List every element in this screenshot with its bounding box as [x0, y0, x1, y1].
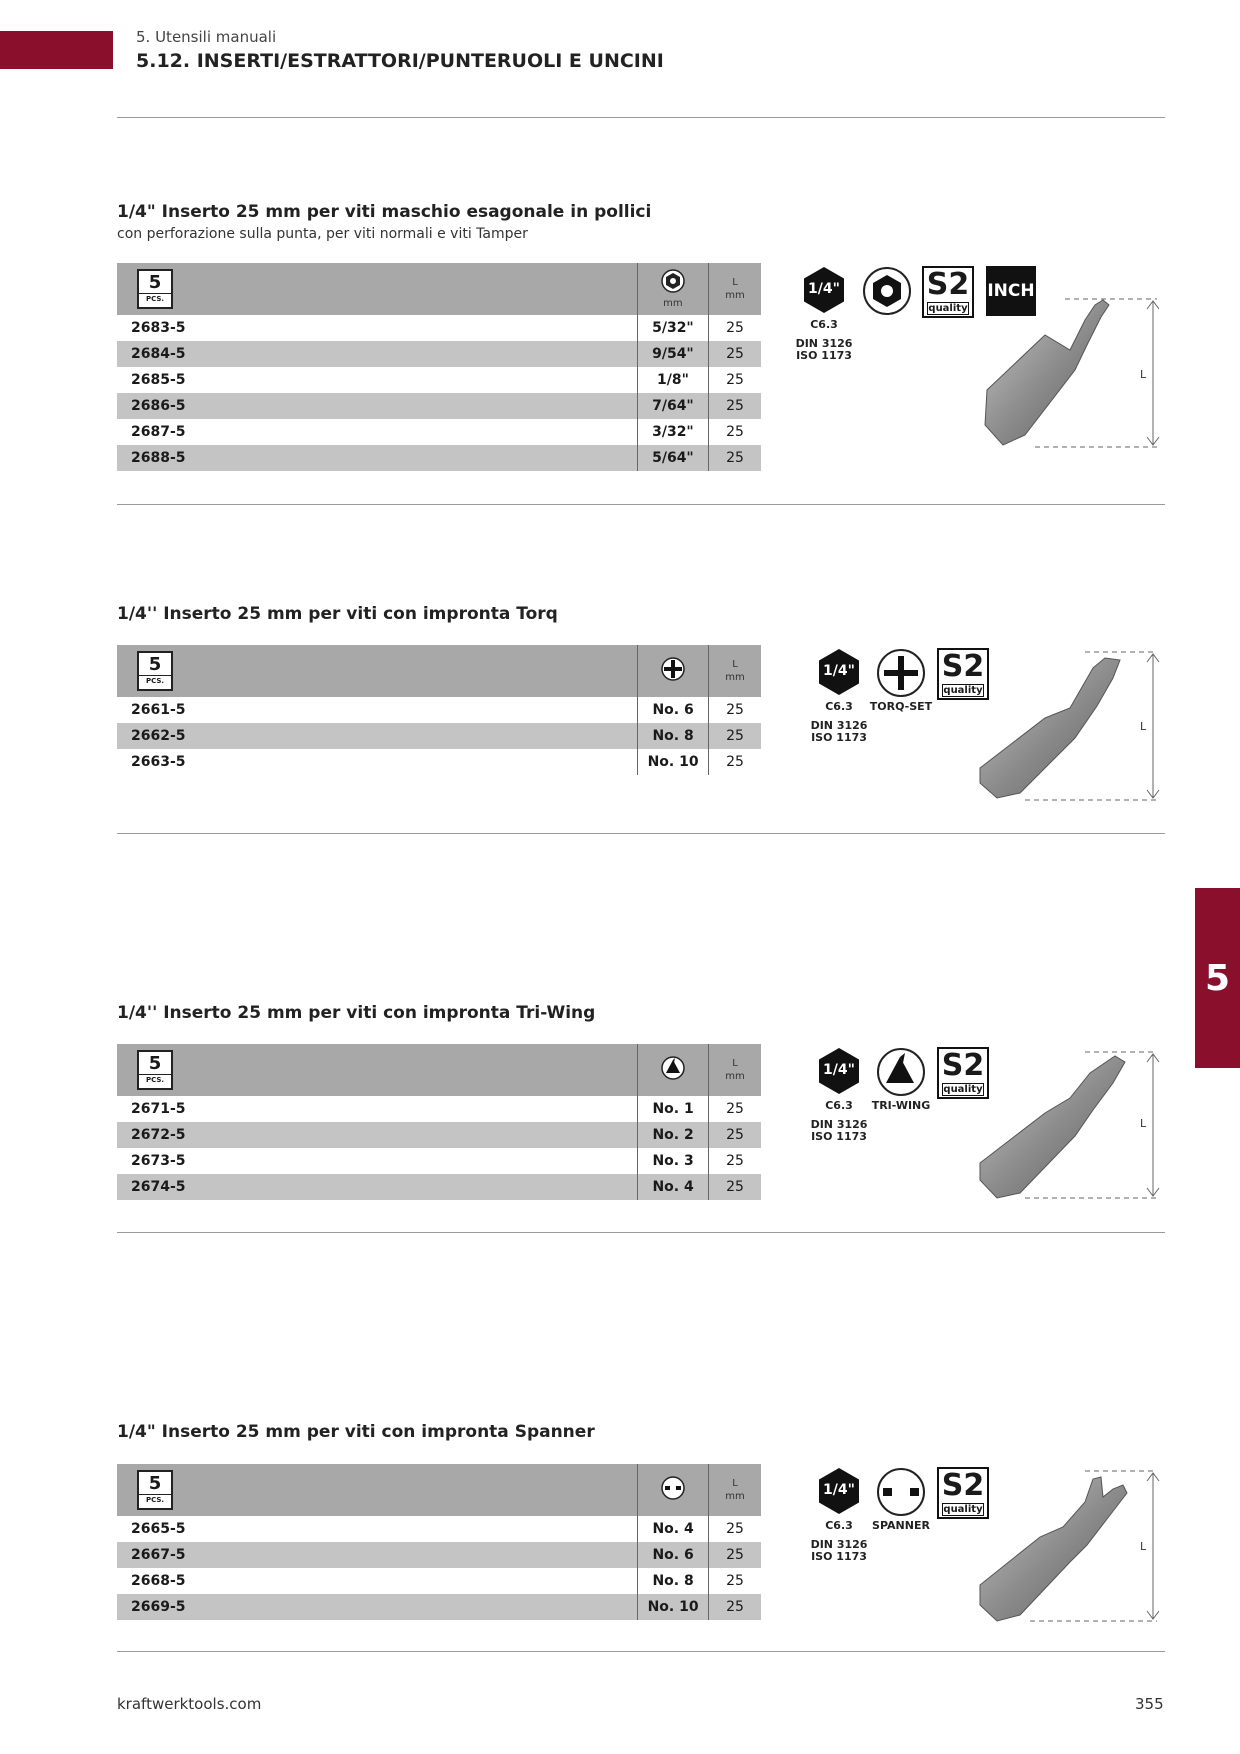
profile-label: TRI-WING — [871, 1099, 931, 1112]
length-header: L — [732, 659, 738, 670]
table-row[interactable]: 2668-5 No. 8 25 — [117, 1568, 761, 1594]
drive-size-hex-icon: 1/4" — [815, 648, 863, 696]
torq-set-icon — [660, 656, 686, 682]
drive-label: C6.3 — [825, 700, 853, 713]
table-row[interactable]: 2663-5 No. 10 25 — [117, 749, 761, 775]
section-title: 1/4" Inserto 25 mm per viti maschio esagonale in pollici — [117, 202, 652, 222]
table-row[interactable]: 2661-5 No. 6 25 — [117, 697, 761, 723]
length-dimension-label: L — [1140, 368, 1147, 381]
drive-label: C6.3 — [825, 1099, 853, 1112]
length-header: L — [732, 1058, 738, 1069]
section-title: 1/4'' Inserto 25 mm per viti con impronta Torq — [117, 604, 558, 624]
table-row[interactable]: 2688-5 5/64" 25 — [117, 445, 761, 471]
page-title: 5.12. INSERTI/ESTRATTORI/PUNTERUOLI E UNCINI — [136, 50, 664, 72]
s2-quality-badge: S2 quality — [937, 1047, 989, 1099]
divider — [117, 833, 1165, 834]
length-dimension-label: L — [1140, 1117, 1147, 1130]
table-row[interactable]: 2665-5 No. 4 25 — [117, 1516, 761, 1542]
chapter-side-tab[interactable]: 5 — [1195, 888, 1240, 1068]
tri-wing-icon — [876, 1047, 926, 1101]
length-dimension-label: L — [1140, 720, 1147, 733]
hex-socket-icon — [862, 266, 912, 320]
profile-label: TORQ-SET — [869, 700, 933, 713]
chapter-label: 5. Utensili manuali — [136, 28, 277, 46]
drive-size-hex-icon: 1/4" — [815, 1467, 863, 1515]
table-row[interactable]: 2683-5 5/32" 25 — [117, 315, 761, 341]
profile-label: SPANNER — [872, 1519, 930, 1532]
length-header: L — [732, 277, 738, 288]
pack-size-badge: 5 PCS. — [137, 651, 173, 691]
drive-size-hex-icon: 1/4" — [800, 266, 848, 314]
standards-label: DIN 3126 ISO 1173 — [810, 1538, 868, 1563]
product-table: 5 PCS. mm L mm 2683-5 5/32" 25 2684-5 9/54" 25 2685-5 1/8" 25 2686-5 7/64" 25 2687-5 3/32" 25 2688-5 5/64" 25 — [117, 263, 761, 471]
table-row[interactable]: 2667-5 No. 6 25 — [117, 1542, 761, 1568]
page-number: 355 — [1135, 1695, 1164, 1713]
spanner-icon — [660, 1475, 686, 1501]
pack-size-badge: 5 PCS. — [137, 1470, 173, 1510]
product-table: 5 PCS. L mm 2671-5 No. 1 25 2672-5 No. 2 25 2673-5 No. 3 25 2674-5 No. 4 25 — [117, 1044, 761, 1200]
table-row[interactable]: 2669-5 No. 10 25 — [117, 1594, 761, 1620]
inch-badge: INCH — [986, 266, 1036, 316]
table-row[interactable]: 2674-5 No. 4 25 — [117, 1174, 761, 1200]
table-row[interactable]: 2685-5 1/8" 25 — [117, 367, 761, 393]
standards-label: DIN 3126 ISO 1173 — [810, 719, 868, 744]
s2-quality-badge: S2 quality — [922, 266, 974, 318]
section-title: 1/4'' Inserto 25 mm per viti con impronta Tri-Wing — [117, 1003, 596, 1023]
table-row[interactable]: 2684-5 9/54" 25 — [117, 341, 761, 367]
s2-quality-badge: S2 quality — [937, 648, 989, 700]
standards-label: DIN 3126 ISO 1173 — [795, 337, 853, 362]
length-dimension-label: L — [1140, 1540, 1147, 1553]
pack-size-badge: 5 PCS. — [137, 269, 173, 309]
divider — [117, 1232, 1165, 1233]
length-header: L — [732, 1478, 738, 1489]
table-row[interactable]: 2687-5 3/32" 25 — [117, 419, 761, 445]
table-row[interactable]: 2662-5 No. 8 25 — [117, 723, 761, 749]
standards-label: DIN 3126 ISO 1173 — [810, 1118, 868, 1143]
section-subtitle: con perforazione sulla punta, per viti normali e viti Tamper — [117, 226, 528, 242]
drive-label: C6.3 — [825, 1519, 853, 1532]
brand-color-bar — [0, 31, 113, 69]
footer-website[interactable]: kraftwerktools.com — [117, 1695, 262, 1713]
divider — [117, 1651, 1165, 1652]
pack-size-badge: 5 PCS. — [137, 1050, 173, 1090]
product-table: 5 PCS. L mm 2661-5 No. 6 25 2662-5 No. 8 25 2663-5 No. 10 25 — [117, 645, 761, 775]
drive-size-hex-icon: 1/4" — [815, 1047, 863, 1095]
table-row[interactable]: 2673-5 No. 3 25 — [117, 1148, 761, 1174]
tri-wing-icon — [660, 1055, 686, 1081]
hex-socket-icon — [660, 269, 686, 293]
divider — [117, 117, 1165, 118]
drive-label: C6.3 — [810, 318, 838, 331]
spanner-icon — [876, 1467, 926, 1521]
s2-quality-badge: S2 quality — [937, 1467, 989, 1519]
section-title: 1/4" Inserto 25 mm per viti con impronta Spanner — [117, 1422, 595, 1442]
table-row[interactable]: 2672-5 No. 2 25 — [117, 1122, 761, 1148]
table-row[interactable]: 2671-5 No. 1 25 — [117, 1096, 761, 1122]
table-row[interactable]: 2686-5 7/64" 25 — [117, 393, 761, 419]
divider — [117, 504, 1165, 505]
torq-set-icon — [876, 648, 926, 702]
product-table: 5 PCS. L mm 2665-5 No. 4 25 2667-5 No. 6 25 2668-5 No. 8 25 2669-5 No. 10 25 — [117, 1464, 761, 1620]
